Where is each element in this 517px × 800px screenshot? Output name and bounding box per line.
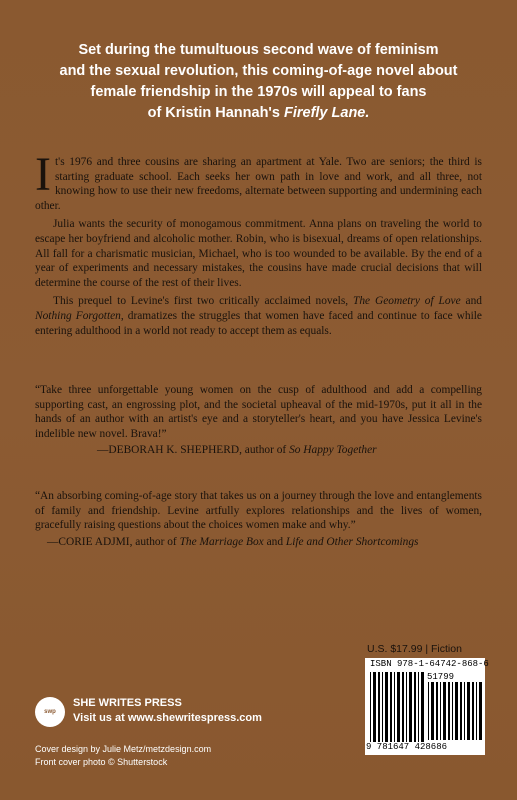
description-paragraph [35, 148, 482, 213]
barcode-bar [476, 682, 477, 740]
quote-attribution [35, 443, 482, 458]
barcode-bar [479, 682, 482, 740]
barcode-bar [464, 682, 465, 740]
tagline-line [40, 103, 477, 124]
barcode-bar [421, 672, 424, 742]
barcode-bar [394, 672, 395, 742]
barcode-bar [452, 682, 453, 740]
barcode-bar [373, 672, 376, 742]
barcode-bar [472, 682, 474, 740]
barcode-bar [414, 672, 416, 742]
tagline [40, 40, 477, 124]
tagline-line: and the sexual revolution, this coming-of-age novel about [59, 63, 458, 79]
barcode-bar [418, 672, 419, 742]
barcode-bar [409, 672, 412, 742]
barcode-bar [467, 682, 470, 740]
book-title: The Geometry of Love [353, 295, 461, 308]
barcode-bar [397, 672, 400, 742]
attribution-text: —CORIE ADJMI, author of [47, 535, 180, 548]
review-quote [35, 383, 482, 458]
barcode-bar [428, 682, 429, 740]
description-text: t's 1976 and three cousins are sharing an apartment at Yale. Two are seniors; the third is starting graduate school. Each seeks her own path in love and work, and all three, not knowing how to use their new freedoms, alternate between supporting and undermining each other. [35, 156, 482, 212]
description-text: This prequel to Levine's first two critically acclaimed novels, [53, 295, 354, 308]
attribution-book-title: The Marriage Box [179, 535, 264, 548]
barcode-bar [436, 682, 438, 740]
price-category: U.S. $17.99 | Fiction [367, 643, 462, 655]
barcode-bar [440, 682, 441, 740]
description-text: , dramatizes the struggles that women have faced and continue to face while entering adulthood in a world not ready to accept them as equals. [35, 309, 482, 337]
tagline-line: female friendship in the 1970s will appeal to fans [90, 84, 427, 100]
review-quote [35, 489, 482, 549]
quote-text: “Take three unforgettable young women on the cusp of adulthood and add a compelling supporting cast, an engrossing plot, and the societal upheaval of the mid-1970s, put it all in the hands of an author with an artist's eye and a storyteller's heart, and you have Jessica Levine's indelible new novel. Brava!” [35, 384, 482, 440]
publisher-name: SHE WRITES PRESS [73, 697, 182, 709]
barcode-bar [460, 682, 462, 740]
barcode-bar [431, 682, 434, 740]
attribution-book-title: So Happy Together [289, 444, 377, 457]
barcode-digits: 9 781647 428686 [366, 742, 448, 752]
quote-text: “An absorbing coming-of-age story that takes us on a journey through the love and entanglements of family and friendship. Levine artfully explores relationships and the lives of women, gracefully raising questions about the choices women make and why.” [35, 490, 482, 532]
barcode-bar [382, 672, 383, 742]
barcode-bar [390, 672, 392, 742]
publisher-logo [35, 697, 65, 727]
barcode-bar [385, 672, 388, 742]
cover-credits [35, 743, 211, 769]
logo-text: swp [44, 709, 56, 715]
barcode-bar [406, 672, 407, 742]
tagline-line: Set during the tumultuous second wave of feminism [78, 42, 439, 58]
isbn-barcode [370, 672, 426, 742]
publisher-website: Visit us at www.shewritespress.com [73, 712, 262, 724]
barcode-bar [378, 672, 380, 742]
barcode-bar [448, 682, 450, 740]
drop-cap: I [35, 148, 51, 201]
description-paragraph [35, 294, 482, 338]
book-description [35, 148, 483, 342]
quote-attribution [35, 535, 482, 550]
attribution-book-title: Life and Other Shortcomings [285, 535, 419, 548]
barcode-bar [443, 682, 446, 740]
barcode-bar [455, 682, 458, 740]
description-text: and [460, 295, 483, 308]
tagline-book-title: Firefly Lane. [283, 105, 370, 121]
attribution-text: —DEBORAH K. SHEPHERD, author of [97, 444, 290, 457]
tagline-text: of Kristin Hannah's [147, 105, 284, 121]
attribution-text: and [263, 535, 286, 548]
description-paragraph: Julia wants the security of monogamous commitment. Anna plans on traveling the world to escape her boyfriend and alcoholic mother. Robin, who is bisexual, dreams of open relationships. All fall for a charismatic musician, Michael, who is too wounded to be available. By the end of a year of experiments and necessary mistakes, the cousins have made crucial decisions that will determine the course of the rest of their lives. [35, 218, 482, 289]
barcode-bar [402, 672, 404, 742]
book-title: Nothing Forgotten [35, 309, 121, 322]
photo-credit: Front cover photo © Shutterstock [35, 757, 168, 767]
price-code: 51799 [427, 672, 455, 682]
price-barcode [428, 682, 482, 742]
isbn-text: ISBN 978-1-64742-868-6 [370, 659, 489, 669]
design-credit: Cover design by Julie Metz/metzdesign.com [35, 744, 212, 754]
barcode-bar [370, 672, 371, 742]
